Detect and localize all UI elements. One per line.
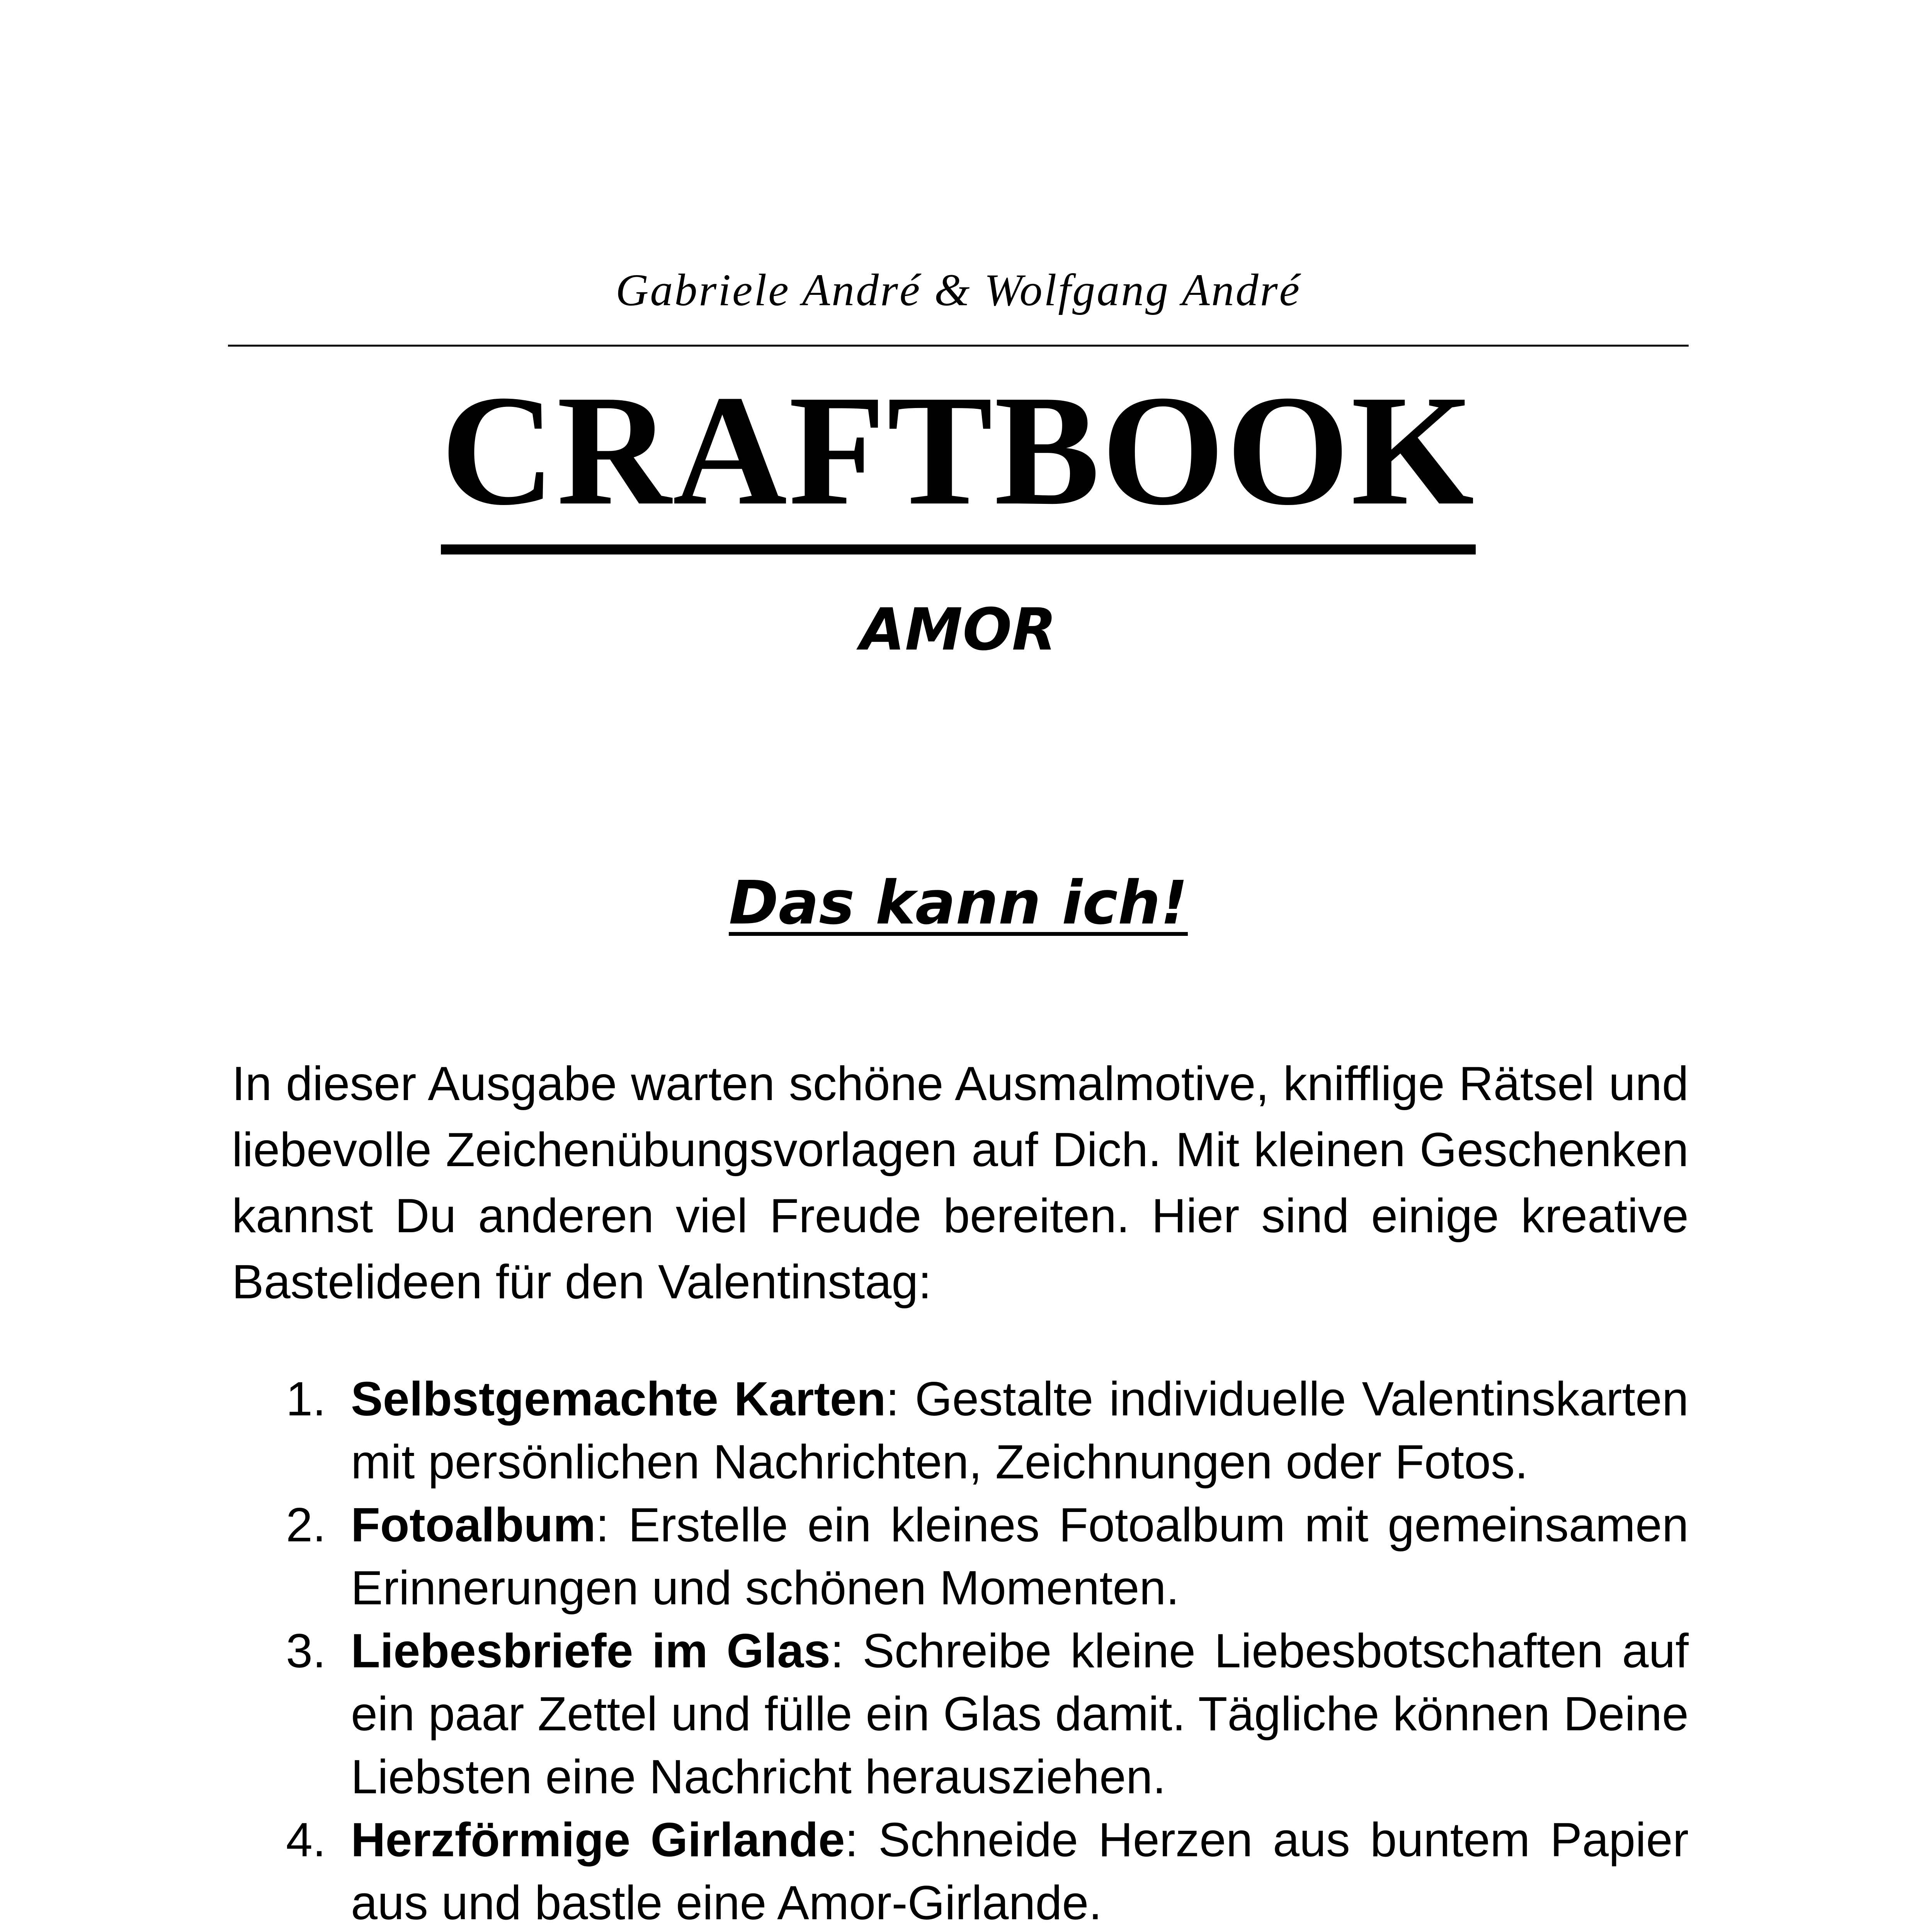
list-item [232,1494,1689,1620]
list-item [232,1368,1689,1494]
list-item-number: 4. [286,1813,326,1867]
section-heading: Das kann ich! [729,868,1188,938]
list-item-text: : Gestalte individuelle Valentinskarten mit persönlichen Nachrichten, Zeichnungen oder Fotos. [351,1372,1689,1489]
list-item-number: 2. [286,1498,326,1552]
list-item-term: Selbstgemachte Karten [351,1372,886,1426]
header-rule [228,345,1689,347]
book-subtitle: AMOR [860,596,1057,663]
section-heading-container [228,866,1689,940]
list-item-text: : Schreibe kleine Liebesbotschaften auf ein paar Zettel und fülle ein Glas damit. Tägliche können Deine Liebsten eine Nachricht herausziehen. [351,1624,1689,1804]
list-item-text: : Schneide Herzen aus buntem Papier aus und bastle eine Amor-Girlande. [351,1813,1689,1930]
intro-paragraph: In dieser Ausgabe warten schöne Ausmalmotive, knifflige Rätsel und liebevolle Zeichenübungsvorlagen auf Dich. Mit kleinen Geschenken kannst Du anderen viel Freude bereiten. Hier sind einige kreative Bastelideen für den Valentinstag: [232,1057,1689,1309]
list-item-number: 3. [286,1624,326,1678]
list-item-number: 1. [286,1372,326,1426]
book-title: CRAFTBOOK [441,363,1476,554]
list-item [232,1809,1689,1932]
title-container [228,363,1689,554]
list-item [232,1620,1689,1809]
ideas-list [232,1368,1689,1932]
authors-line: Gabriele André & Wolfgang André [616,265,1301,315]
list-item-term: Liebesbriefe im Glas [351,1624,831,1678]
list-item-term: Herzförmige Girlande [351,1813,845,1867]
list-item-text: : Erstelle ein kleines Fotoalbum mit gemeinsamen Erinnerungen und schönen Momenten. [351,1498,1689,1615]
list-item-term: Fotoalbum [351,1498,596,1552]
